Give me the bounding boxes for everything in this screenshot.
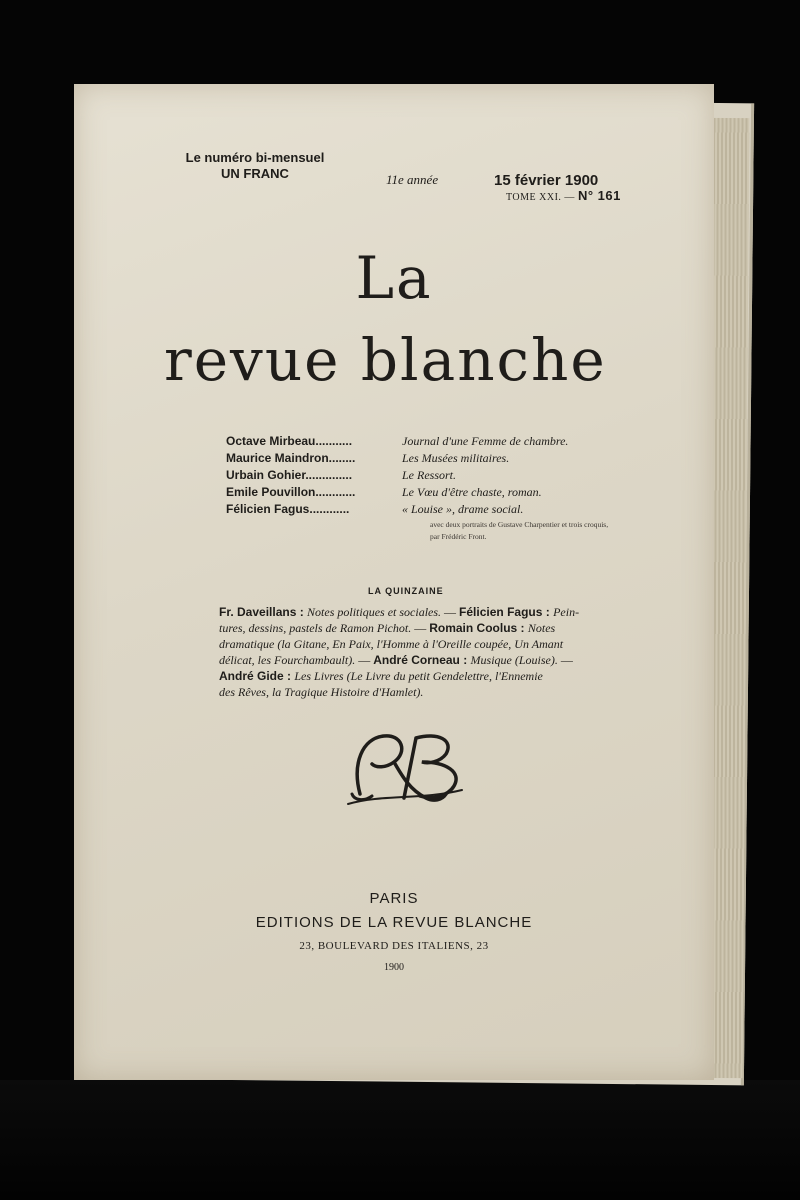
separator: —: [441, 605, 460, 619]
publication-year: 1900: [384, 962, 404, 973]
tome-number: [506, 188, 621, 203]
author-name: Fr. Daveillans :: [219, 605, 308, 619]
quinzaine-line: [219, 652, 623, 668]
article-title: délicat, les Fourchambault).: [219, 653, 356, 667]
title-line-1: La: [355, 244, 433, 312]
author-name: Félicien Fagus :: [459, 605, 554, 619]
table-surface: [0, 1080, 800, 1200]
toc-illustration-note: avec deux portraits de Gustave Charpentier et trois croquis, par Frédéric Front.: [430, 520, 609, 541]
issue-date: 15 février 1900: [494, 172, 599, 189]
toc-author: Urbain Gohier..............: [226, 468, 353, 482]
toc-row: [226, 485, 626, 502]
toc-row: [226, 468, 626, 485]
author-name: André Gide :: [219, 669, 295, 683]
article-title: tures, dessins, pastels de Ramon Pichot.: [219, 621, 412, 635]
toc-author: Emile Pouvillon............: [226, 485, 356, 499]
toc-work: Les Musées militaires.: [402, 451, 510, 465]
separator: —: [557, 653, 573, 667]
article-title: dramatique (la Gitane, En Paix, l'Homme à l'Oreille coupée, Un Amant: [219, 637, 564, 651]
article-title: Les Livres (Le Livre du petit Gendelettre, l'Ennemie: [294, 669, 543, 683]
quinzaine-line: [219, 684, 623, 700]
issue-number: N° 161: [577, 188, 621, 203]
tome-label: TOME XXI. —: [506, 192, 578, 203]
title-line-2: revue blanche: [164, 326, 607, 394]
quinzaine-line: [219, 604, 623, 620]
separator: —: [411, 621, 430, 635]
separator: —: [355, 653, 374, 667]
toc-author: Octave Mirbeau...........: [226, 434, 353, 448]
toc-row: [226, 434, 626, 451]
price-line-1: Le numéro bi-mensuel: [185, 150, 325, 165]
toc-row: [226, 451, 626, 468]
toc-author: Maurice Maindron........: [226, 451, 356, 465]
table-of-contents: [226, 434, 626, 543]
price-line-2: UN FRANC: [221, 166, 289, 181]
article-title: Pein-: [553, 605, 580, 619]
rb-monogram-logo: [342, 724, 482, 814]
toc-work: Le Vœu d'être chaste, roman.: [402, 485, 542, 499]
magazine-cover: [74, 84, 714, 1080]
article-title: Musique (Louise).: [470, 653, 558, 667]
issue-year: 11e année: [386, 172, 439, 187]
publisher-city: PARIS: [369, 890, 419, 907]
price-info: [160, 150, 350, 182]
quinzaine-text: [219, 604, 623, 700]
article-title: Notes politiques et sociales.: [307, 605, 442, 619]
toc-row: [226, 502, 626, 519]
toc-work: Journal d'une Femme de chambre.: [402, 434, 569, 448]
publisher-address: 23, BOULEVARD DES ITALIENS, 23: [299, 940, 489, 952]
quinzaine-line: [219, 620, 623, 636]
author-name: Romain Coolus :: [429, 621, 528, 635]
article-title: des Rêves, la Tragique Histoire d'Hamlet).: [219, 685, 424, 699]
author-name: André Corneau :: [373, 653, 471, 667]
toc-work: « Louise », drame social.: [402, 502, 524, 516]
toc-author: Félicien Fagus............: [226, 502, 350, 516]
section-title: LA QUINZAINE: [368, 586, 444, 596]
quinzaine-line: [219, 668, 623, 684]
article-title: Notes: [527, 621, 556, 635]
toc-work: Le Ressort.: [402, 468, 456, 482]
publisher-name: EDITIONS DE LA REVUE BLANCHE: [255, 914, 533, 931]
quinzaine-line: [219, 636, 623, 652]
